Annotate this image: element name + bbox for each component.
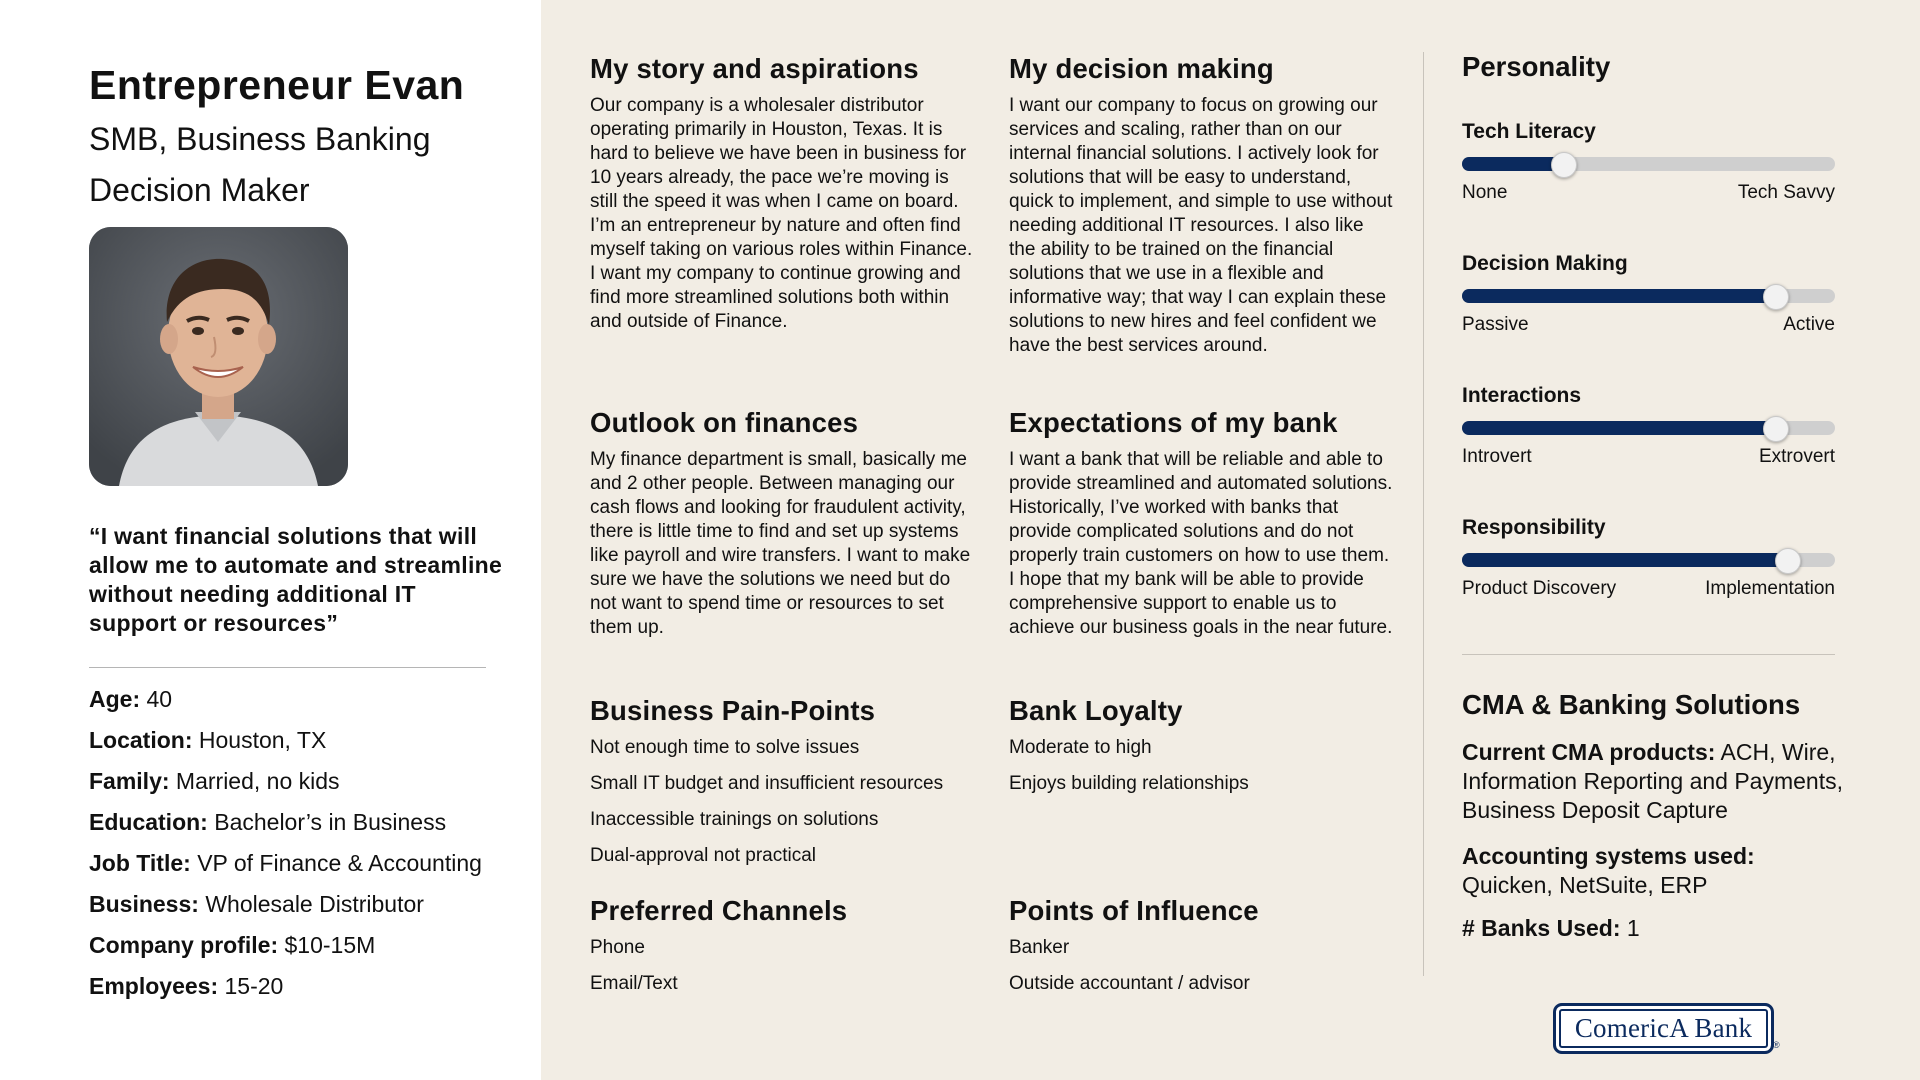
cma-value: Quicken, NetSuite, ERP xyxy=(1462,872,1708,898)
slider-right-label: Implementation xyxy=(1705,578,1835,599)
section-body: Our company is a wholesaler distributor operating primarily in Houston, Texas. It is hard to believe we have been in business for 10 years already, the pace we’re moving is still the speed it was when I came on board. I’m an entrepreneur by nature and often find myself taking on various roles within Finance. I want my company to continue growing and find more streamlined solutions both within and outside of Finance. xyxy=(590,95,973,332)
slider-thumb xyxy=(1551,152,1577,178)
fact-education xyxy=(89,807,529,848)
list-item: Enjoys building relationships xyxy=(1009,773,1249,794)
cma-label: Current CMA products: xyxy=(1462,739,1716,765)
persona-facts xyxy=(89,684,529,1012)
slider-track xyxy=(1462,157,1835,171)
section-preferred-channels xyxy=(590,894,975,1008)
persona-role xyxy=(89,114,509,216)
slider-left-label: Introvert xyxy=(1462,446,1532,467)
cma-current-products xyxy=(1462,738,1882,825)
persona-name: Entrepreneur Evan xyxy=(89,62,465,108)
section-title: My story and aspirations xyxy=(590,53,919,84)
fact-value: VP of Finance & Accounting xyxy=(197,850,482,876)
slider-track xyxy=(1462,553,1835,567)
persona-role-line2: Decision Maker xyxy=(89,172,310,208)
pain-points-list xyxy=(590,736,975,868)
section-title: Business Pain-Points xyxy=(590,695,876,726)
list-item: Email/Text xyxy=(590,973,678,994)
fact-value: 40 xyxy=(146,686,173,712)
profile-panel xyxy=(0,0,541,1080)
persona-quote: “I want financial solutions that will allow me to automate and streamline without needing additional IT support or resources” xyxy=(89,523,503,636)
slider-thumb xyxy=(1763,416,1789,442)
fact-value: Married, no kids xyxy=(175,768,340,794)
fact-family xyxy=(89,766,529,807)
divider xyxy=(1462,654,1835,655)
person-photo-icon xyxy=(89,227,348,486)
slider-label: Responsibility xyxy=(1462,516,1606,539)
fact-value: 15-20 xyxy=(224,973,284,999)
slider-left-label: None xyxy=(1462,182,1508,203)
section-title: Outlook on finances xyxy=(590,407,859,438)
fact-label: Family: xyxy=(89,768,170,794)
fact-value: Houston, TX xyxy=(198,727,327,753)
slider-decision-making xyxy=(1462,251,1835,337)
slider-tech-literacy xyxy=(1462,119,1835,205)
fact-label: Age: xyxy=(89,686,141,712)
section-pain-points xyxy=(590,694,975,880)
cma-label: # Banks Used: xyxy=(1462,915,1621,941)
slider-label: Decision Making xyxy=(1462,252,1628,275)
cma-value: ACH, Wire, Information Reporting and Payments, Business Deposit Capture xyxy=(1462,739,1843,823)
fact-value: Bachelor’s in Business xyxy=(214,809,447,835)
persona-role-line1: SMB, Business Banking xyxy=(89,121,431,157)
influence-list xyxy=(1009,936,1394,996)
slider-ends xyxy=(1462,313,1835,337)
cma-value: 1 xyxy=(1626,915,1640,941)
fact-label: Education: xyxy=(89,809,208,835)
slider-label: Tech Literacy xyxy=(1462,120,1596,143)
section-expectations xyxy=(1009,406,1394,640)
personality-title: Personality xyxy=(1462,51,1611,82)
section-decision-making xyxy=(1009,52,1394,358)
slider-left-label: Product Discovery xyxy=(1462,578,1617,599)
column-divider xyxy=(1423,52,1424,976)
section-points-of-influence xyxy=(1009,894,1394,1008)
slider-ends xyxy=(1462,577,1835,601)
slider-fill xyxy=(1462,289,1775,303)
fact-label: Employees: xyxy=(89,973,219,999)
list-item: Dual-approval not practical xyxy=(590,845,817,866)
fact-employees xyxy=(89,971,529,1012)
fact-business xyxy=(89,889,529,930)
section-body: I want our company to focus on growing our services and scaling, rather than on our internal financial solutions. I actively look for solutions that will be easy to understand, quick to implement, and simple to use without needing additional IT resources. I also like the ability to be trained on the financial solutions that we use in a flexible and informative way; that way I can explain these solutions to new hires and feel confident we have the best services around. xyxy=(1009,95,1393,356)
list-item: Small IT budget and insufficient resources xyxy=(590,773,944,794)
list-item: Not enough time to solve issues xyxy=(590,737,860,758)
slider-fill xyxy=(1462,553,1787,567)
persona-photo xyxy=(89,227,348,486)
fact-label: Location: xyxy=(89,727,193,753)
slider-fill xyxy=(1462,421,1775,435)
slider-right-label: Tech Savvy xyxy=(1737,182,1835,203)
section-title: Bank Loyalty xyxy=(1009,695,1183,726)
section-title: Preferred Channels xyxy=(590,895,848,926)
slider-ends xyxy=(1462,445,1835,469)
section-story xyxy=(590,52,975,334)
channels-list xyxy=(590,936,975,996)
slider-track xyxy=(1462,289,1835,303)
section-body: My finance department is small, basically me and 2 other people. Between managing our cash flows and looking for fraudulent activity, there is little time to find and set up systems like payroll and wire transfers. I want to make sure we have the solutions we need but do not want to spend time or resources to set them up. xyxy=(590,449,971,638)
list-item: Phone xyxy=(590,937,645,958)
section-title: My decision making xyxy=(1009,53,1274,84)
slider-fill xyxy=(1462,157,1563,171)
registered-mark: ® xyxy=(1773,1040,1780,1050)
fact-label: Job Title: xyxy=(89,850,191,876)
loyalty-list xyxy=(1009,736,1394,796)
divider xyxy=(89,667,486,668)
slider-responsibility xyxy=(1462,515,1835,601)
section-title: Points of Influence xyxy=(1009,895,1259,926)
cma-banks-used xyxy=(1462,914,1882,943)
fact-location xyxy=(89,725,529,766)
fact-value: $10-15M xyxy=(284,932,376,958)
section-title: Expectations of my bank xyxy=(1009,407,1338,438)
fact-job-title xyxy=(89,848,529,889)
slider-thumb xyxy=(1763,284,1789,310)
list-item: Inaccessible trainings on solutions xyxy=(590,809,879,830)
slider-left-label: Passive xyxy=(1462,314,1529,335)
logo-text: ComericA Bank xyxy=(1574,1013,1753,1043)
slider-track xyxy=(1462,421,1835,435)
fact-label: Business: xyxy=(89,891,199,917)
fact-value: Wholesale Distributor xyxy=(205,891,424,917)
slider-ends xyxy=(1462,181,1835,205)
slider-thumb xyxy=(1775,548,1801,574)
slider-right-label: Active xyxy=(1783,314,1835,335)
cma-title: CMA & Banking Solutions xyxy=(1462,689,1801,720)
list-item: Moderate to high xyxy=(1009,737,1152,758)
list-item: Outside accountant / advisor xyxy=(1009,973,1250,994)
list-item: Banker xyxy=(1009,937,1070,958)
section-bank-loyalty xyxy=(1009,694,1394,808)
slider-label: Interactions xyxy=(1462,384,1582,407)
slider-right-label: Extrovert xyxy=(1758,446,1835,467)
slider-interactions xyxy=(1462,383,1835,469)
cma-label: Accounting systems used: xyxy=(1462,843,1755,869)
fact-company-profile xyxy=(89,930,529,971)
comerica-logo-icon xyxy=(1553,1003,1774,1054)
section-outlook xyxy=(590,406,975,640)
fact-age xyxy=(89,684,529,725)
fact-label: Company profile: xyxy=(89,932,279,958)
cma-accounting-systems xyxy=(1462,842,1882,900)
section-body: I want a bank that will be reliable and able to provide streamlined and automated solutions. Historically, I’ve worked with banks that provide complicated solutions and do not properly train customers on how to use them. I hope that my bank will be able to provide comprehensive support to enable us to achieve our business goals in the near future. xyxy=(1009,449,1393,638)
